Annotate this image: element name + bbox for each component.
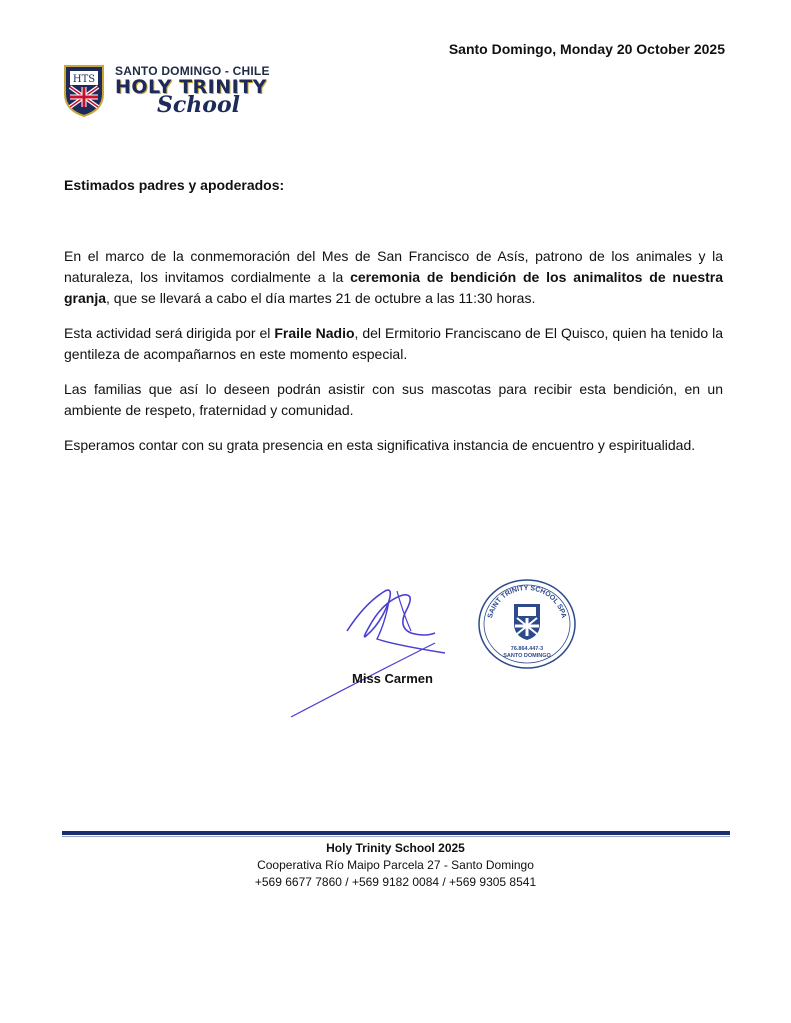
logo-location: SANTO DOMINGO - CHILE	[115, 64, 270, 78]
school-seal-stamp	[477, 578, 577, 670]
signatory-name: Miss Carmen	[352, 671, 433, 686]
footer-address: Cooperativa Río Maipo Parcela 27 - Santo Domingo	[257, 858, 534, 872]
school-logo	[62, 62, 272, 120]
paragraph-1	[64, 246, 723, 309]
crest-icon	[62, 64, 106, 118]
seal-city: SANTO DOMINGO	[503, 653, 551, 659]
p1-bold: ceremonia de bendición de los animalitos de nuestra granja	[64, 269, 724, 306]
salutation: Estimados padres y apoderados:	[64, 177, 285, 193]
crest-monogram: HTS	[72, 74, 96, 85]
seal-text: SAINT TRINITY SCHOOL SPA	[486, 584, 568, 620]
p1-text-b: , que se llevará a cabo el día martes 21 de octubre a las 11:30 horas.	[106, 290, 536, 306]
footer-divider	[62, 831, 730, 835]
date-line: Santo Domingo, Monday 20 October 2025	[448, 41, 725, 57]
handwritten-signature	[285, 583, 445, 723]
paragraph-2	[64, 323, 723, 365]
footer-title: Holy Trinity School 2025	[326, 841, 465, 855]
p2-bold: Fraile Nadio	[274, 325, 355, 341]
logo-name: HOLY TRINITY	[115, 76, 267, 98]
paragraph-4: Esperamos contar con su grata presencia en esta significativa instancia de encuentro y espiritualidad.	[64, 437, 696, 453]
logo-school: School	[157, 92, 240, 118]
footer-phones: +569 6677 7860 / +569 9182 0084 / +569 9305 8541	[254, 875, 537, 889]
letter-body	[64, 246, 723, 470]
footer-divider-thin	[62, 836, 730, 837]
seal-rut: 76.864.447-3	[510, 646, 544, 652]
footer	[0, 840, 791, 891]
p1-text-a: En el marco de la conmemoración del Mes de San Francisco de Asís, patrono de los animales y la naturaleza, los invitamos cordialmente a la	[64, 248, 723, 285]
paragraph-3: Las familias que así lo deseen podrán asistir con sus mascotas para recibir esta bendición, en un ambiente de respeto, fraternidad y comunidad.	[64, 381, 723, 418]
p2-text-b: , del Ermitorio Franciscano de El Quisco, quien ha tenido la gentileza de acompañarnos en este momento especial.	[64, 325, 723, 362]
p2-text-a: Esta actividad será dirigida por el	[64, 325, 275, 341]
